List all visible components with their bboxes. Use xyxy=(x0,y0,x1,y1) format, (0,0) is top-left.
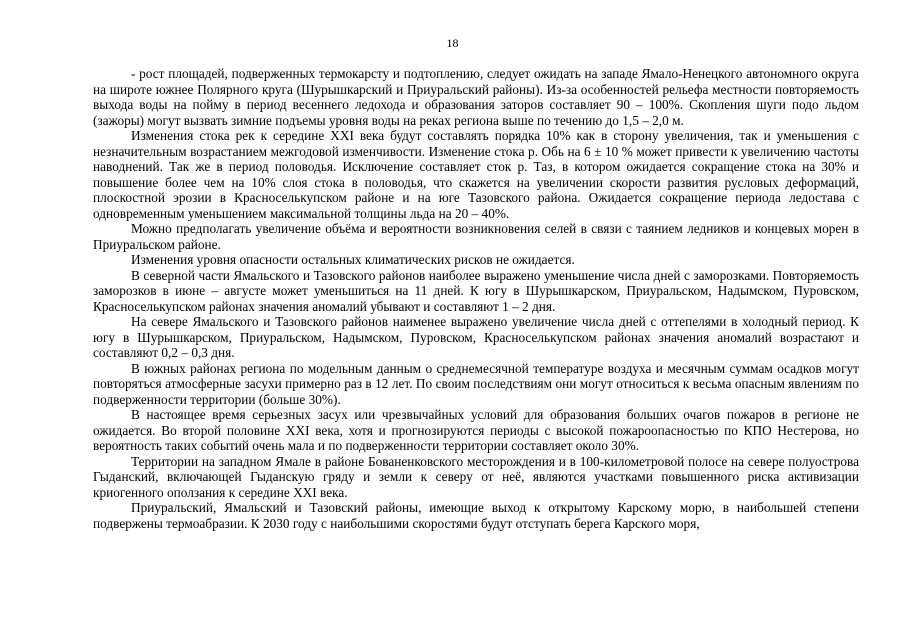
paragraph-permafrost-flooding: - рост площадей, подверженных термокарсту и подтоплению, следует ожидать на западе Ямало-Ненецкого автономного округа на широте южнее Полярного круга (Шурышкарский и Приуральский районы). Из-за особенностей рельефа местности повторяемость выхода воды на пойму в период весеннего ледохода и образования заторов составляет 90 – 100%. Скопления шуги подо льдом (зажоры) могут вызвать зимние подъемы уровня воды на реках региона выше по течению до 1,5 – 2,0 м. xyxy=(93,66,859,128)
paragraph-frost-days: В северной части Ямальского и Тазовского районов наиболее выражено уменьшение числа дней с заморозками. Повторяемость заморозков в июне – августе может уменьшиться на 11 дней. К югу в Шурышкарском, Приуральском, Надымском, Пуровском, Красноселькупском районах значения аномалий убывают и составляют 1 – 2 дня. xyxy=(93,267,859,314)
paragraph-mudflows: Можно предполагать увеличение объёма и вероятности возникновения селей в связи с таянием ледников и концевых морен в Приуральском районе. xyxy=(93,221,859,252)
body-text xyxy=(93,66,859,531)
paragraph-droughts: В южных районах региона по модельным данным о среднемесячной температуре воздуха и месячным суммам осадков могут повторяться атмосферные засухи примерно раз в 12 лет. По своим последствиям они могут относиться к весьма опасным явлениям по подверженности территории (больше 30%). xyxy=(93,360,859,407)
paragraph-other-risks: Изменения уровня опасности остальных климатических рисков не ожидается. xyxy=(131,252,575,267)
paragraph-fires: В настоящее время серьезных засух или чрезвычайных условий для образования больших очагов пожаров в регионе не ожидается. Во второй половине XXI века, хотя и прогнозируются периоды с высокой пожароопасностью по КПО Нестерова, но вероятность таких событий очень мала и по подверженности территории составляет около 30%. xyxy=(93,407,859,453)
page-number: 18 xyxy=(446,36,459,50)
paragraph-river-runoff: Изменения стока рек к середине XXI века будут составлять порядка 10% как в сторону увеличения, так и уменьшения с незначительным возрастанием межгодовой изменчивости. Изменение стока р. Обь на 6 ± 10 % может привести к увеличению частоты наводнений. Так же в период половодья. Исключение составляет сток р. Таз, в котором ожидается сокращение стока на 30% и повышение более чем на 10% слоя стока в половодья, что скажется на увеличении скорости развития русловых деформаций, плоскостной эрозии в Красноселькупском районе и на юге Тазовского района. Ожидается сокращение периода ледостава с одновременным уменьшением максимальной толщины льда на 20 – 40%. xyxy=(93,128,859,221)
paragraph-thermoabrasion: Приуральский, Ямальский и Тазовский районы, имеющие выход к открытому Карскому морю, в наибольшей степени подвержены термоабразии. К 2030 году с наибольшими скоростями будут отступать берега Карского моря, xyxy=(93,500,859,531)
paragraph-thaw-days: На севере Ямальского и Тазовского районов наименее выражено увеличение числа дней с оттепелями в холодный период. К югу в Шурышкарском, Приуральском, Надымском, Пуровском, Красноселькупском районах значения аномалий возрастают и составляют 0,2 – 0,3 дня. xyxy=(93,314,859,360)
paragraph-landslides: Территории на западном Ямале в районе Бованенковского месторождения и в 100-километровой полосе на севере полуострова Гыданский, включающей Гыданскую гряду и земли к северу от неё, являются участками повышенного риска активизации криогенного оползания к середине XXI века. xyxy=(93,453,859,500)
